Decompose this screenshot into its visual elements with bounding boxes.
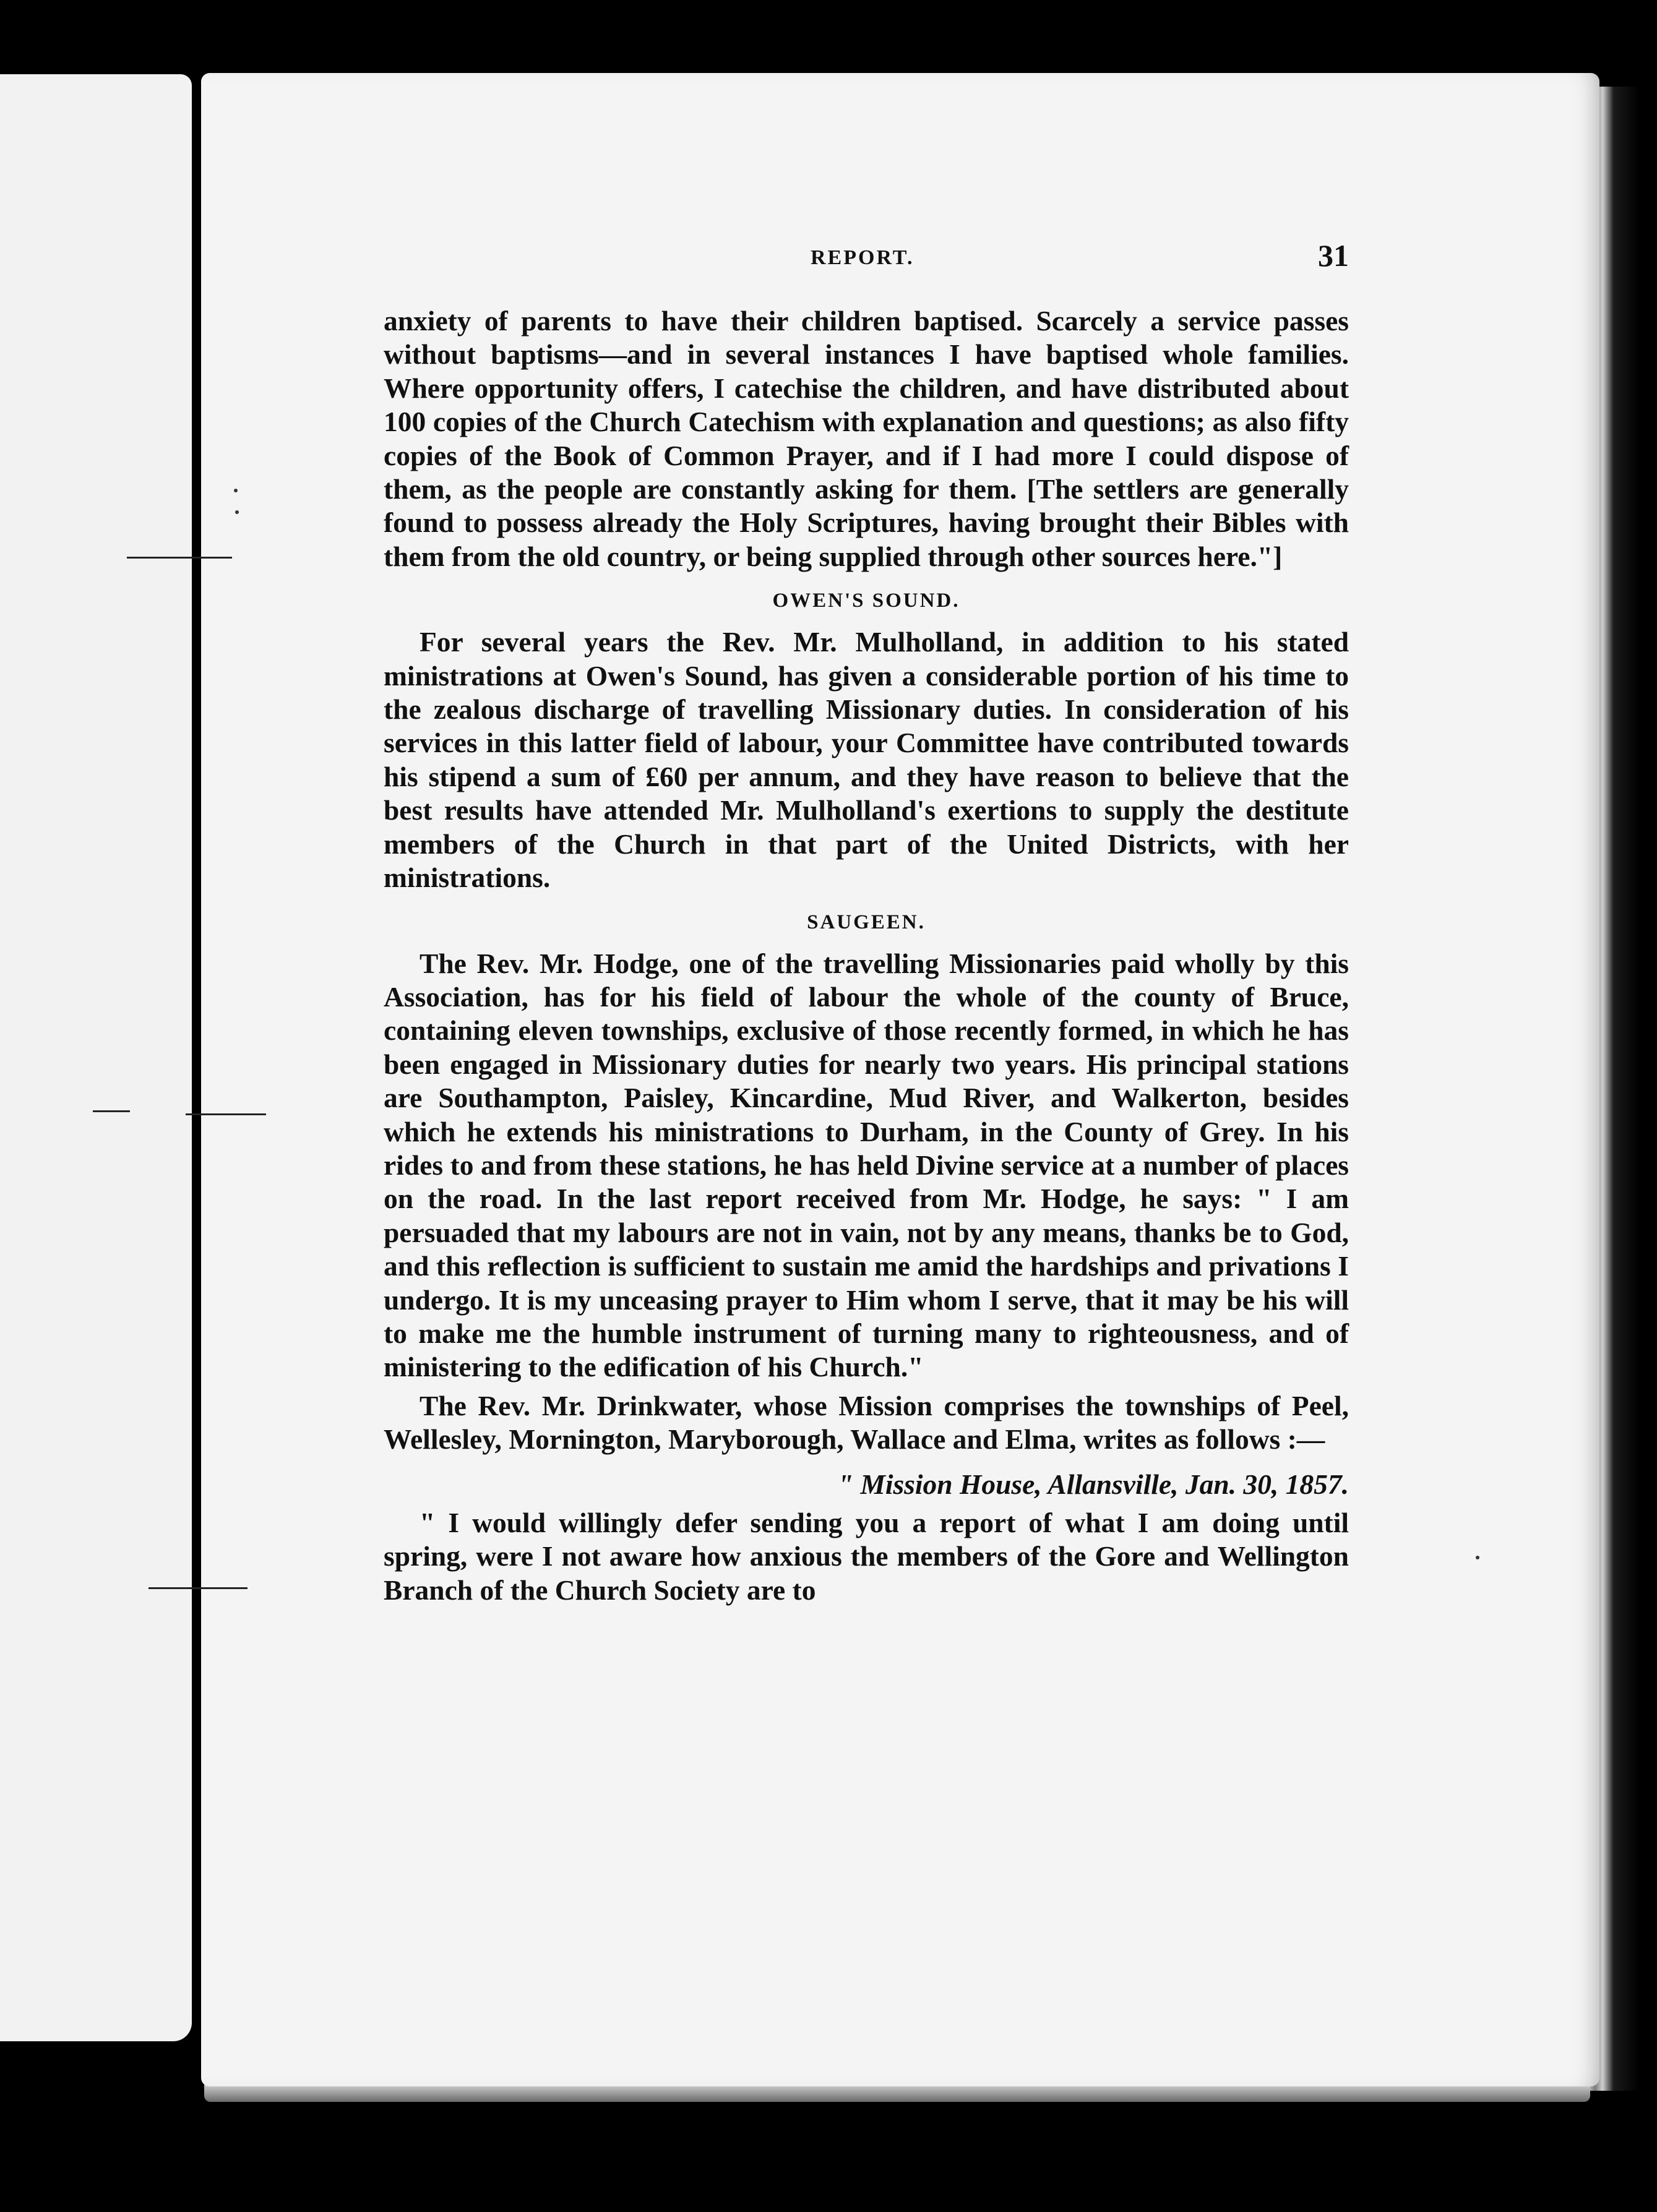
paragraph: " I would willingly defer sending you a report of what I am doing until spring, were I not aware how anxious the members of the Gore and Wellington Branch of the Church Society are to [384, 1507, 1349, 1606]
book-bottom-edge [204, 2085, 1590, 2102]
page-header [384, 238, 1349, 285]
margin-mark [93, 1110, 130, 1112]
paragraph: For several years the Rev. Mr. Mulholland, in addition to his stated ministrations at Owen's Sound, has given a considerable portion of his time to the zealous discharge of travelling Missionary duties. In consideration of his services in this latter field of labour, your Committee have contributed towards his stipend a sum of £60 per annum, and they have reason to believe that the best results have attended Mr. Mulholland's exertions to supply the destitute members of the Church in that part of the United Districts, with her ministrations. [384, 626, 1349, 894]
running-title: REPORT. [811, 246, 915, 269]
section-heading-saugeen: SAUGEEN. [807, 911, 926, 933]
paragraph: The Rev. Mr. Drinkwater, whose Mission comprises the townships of Peel, Wellesley, Mornington, Maryborough, Wallace and Elma, writes as follows :— [384, 1389, 1349, 1455]
paragraph: anxiety of parents to have their children baptised. Scarcely a service passes without baptisms—and in several instances I have baptised whole families. Where opportunity offers, I catechise the children, and have distributed about 100 copies of the Church Catechism with explanation and questions; as also fifty copies of the Book of Common Prayer, and if I had more I could dispose of them, as the people are constantly asking for them. [The settlers are generally found to possess already the Holy Scriptures, having brought their Bibles with them from the old country, or being supplied through other sources here."] [384, 305, 1349, 572]
section-heading-owens-sound: OWEN'S SOUND. [772, 589, 960, 612]
margin-dot [234, 489, 238, 492]
paragraph: The Rev. Mr. Hodge, one of the travelling Missionaries paid wholly by this Association, has for his field of labour the whole of the county of Bruce, containing eleven townships, exclusive of those recently formed, in which he has been engaged in Missionary duties for nearly two years. His principal stations are Southampton, Paisley, Kincardine, Mud River, and Walkerton, besides which he extends his ministrations to Durham, in the County of Grey. In his rides to and from these stations, he has held Divine service at a number of places on the road. In the last report received from Mr. Hodge, he says: " I am persuaded that my labours are not in vain, not by any means, thanks be to God, and this reflection is sufficient to sustain me amid the hardships and privations I undergo. It is my unceasing prayer to Him whom I serve, that it may be his will to make me the humble instrument of turning many to righteousness, and of ministering to the edification of his Church." [384, 947, 1349, 1383]
body-text [384, 304, 1349, 1607]
margin-mark [148, 1587, 247, 1589]
margin-dot [235, 510, 239, 514]
letter-dateline: " Mission House, Allansville, Jan. 30, 1857. [837, 1468, 1349, 1500]
margin-mark [127, 557, 232, 559]
margin-mark [186, 1113, 266, 1115]
facing-page-edge [0, 74, 192, 2041]
margin-dot [1476, 1556, 1479, 1559]
page-number: 31 [1318, 238, 1349, 273]
